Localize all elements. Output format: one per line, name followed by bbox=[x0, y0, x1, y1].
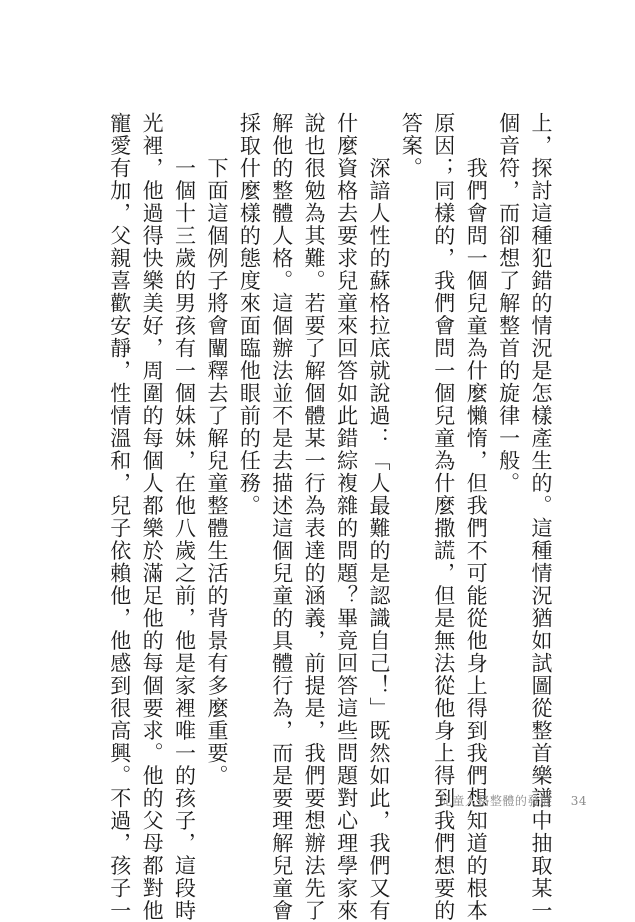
text-column: 答案。 bbox=[399, 112, 424, 180]
text-column: 我們會問一個兒童為什麼懶惰，但我們不可能從他身上得到我們想知道的根本 bbox=[464, 112, 489, 922]
page-footer bbox=[440, 792, 587, 809]
running-book-title: 兒童人格整體的發展 bbox=[439, 794, 553, 808]
text-column: 一個十三歲的男孩有一個妹妹，在他八歲之前，他是家裡唯一的孩子，這段時 bbox=[172, 112, 197, 922]
text-column: 什麼資格去要求兒童來回答如此錯綜複雜的問題？畢竟回答這些問題對心理學家來 bbox=[334, 112, 359, 922]
text-column: 原因；同樣的，我們會問一個兒童為什麼撒謊，但是無法從他身上得到我們想要的 bbox=[431, 112, 456, 922]
text-column: 採取什麼樣的態度來面臨他眼前的任務。 bbox=[237, 112, 262, 517]
text-column: 深諳人性的蘇格拉底就說過：「人最難的是認識自己！」既然如此，我們又有 bbox=[366, 112, 391, 922]
text-column: 解他的整體人格。這個辦法並不是去描述這個兒童的具體行為，而是要理解兒童會 bbox=[269, 112, 294, 922]
text-column: 光裡，他過得快樂美好，周圍的每個人都樂於滿足他的每個要求。他的父母都對他 bbox=[140, 112, 165, 922]
text-column: 下面這個例子將會闡釋去了解兒童整體生活的背景有多麼重要。 bbox=[204, 112, 229, 787]
text-column: 上，探討這種犯錯的情況是怎樣產生的。這種情況猶如試圖從整首樂譜中抽取某一 bbox=[529, 112, 553, 922]
page-number: 34 bbox=[570, 794, 587, 808]
text-column: 說也很勉為其難。若要了解個體某一行為表達的涵義，前提是，我們要想辦法先了 bbox=[302, 112, 327, 922]
text-column: 寵愛有加，父親喜歡安靜，性情溫和，兒子依賴他，他感到很高興。不過，孩子一 bbox=[107, 112, 132, 922]
text-column: 個音符，而卻想了解整首的旋律一般。 bbox=[496, 112, 521, 495]
